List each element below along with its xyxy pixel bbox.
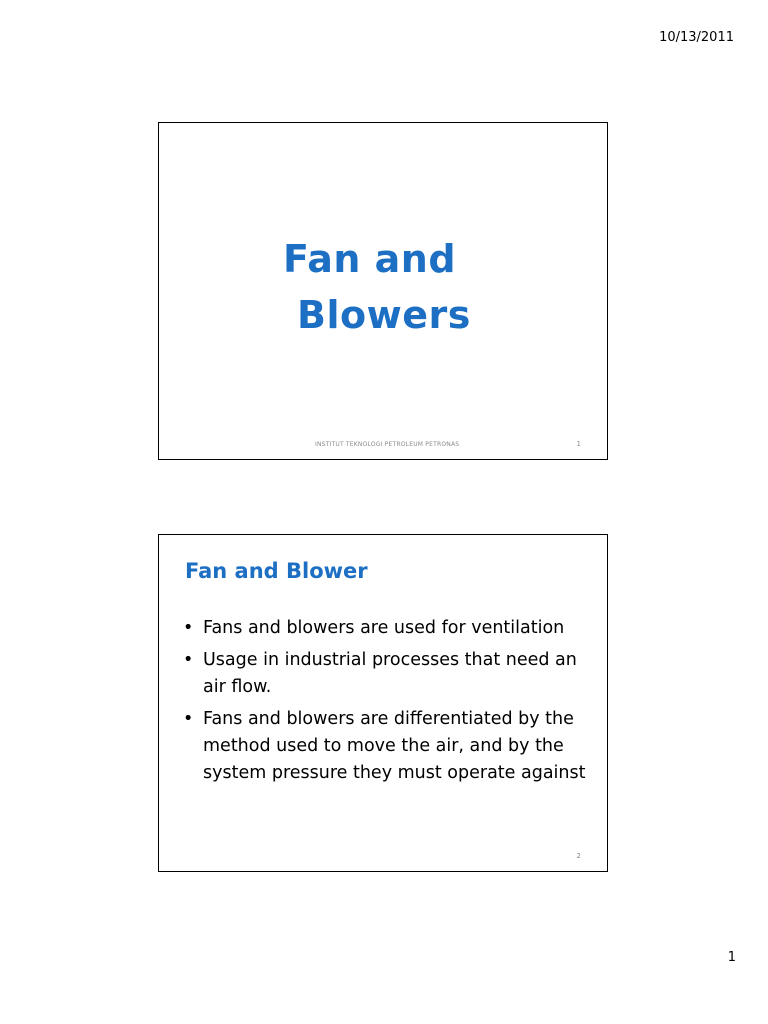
bullet-text: Fans and blowers are differentiated by the method used to move the air, and by the system pressure they must operate against [203,709,586,783]
slide-2-heading: Fan and Blower [185,559,368,583]
slide-1-number: 1 [576,440,581,448]
bullet-text: Fans and blowers are used for ventilation [203,618,565,638]
bullet-icon: • [183,650,194,670]
bullet-text: Usage in industrial processes that need an air flow. [203,650,577,697]
slide-1 [158,122,608,460]
slide-1-footer: INSTITUT TEKNOLOGI PETROLEUM PETRONAS [315,441,460,448]
bullet-item [183,647,593,701]
bullet-item [183,706,593,787]
bullet-icon: • [183,709,194,729]
slide-1-title [283,231,471,343]
slide-2-number: 2 [576,852,581,860]
slide-2 [158,534,608,872]
slide-1-title-line-1: Fan and [283,237,457,281]
page-number: 1 [727,950,736,965]
print-date: 10/13/2011 [659,30,734,45]
bullet-icon: • [183,618,194,638]
slide-1-title-line-2: Blowers [297,293,471,337]
slide-2-bullet-list [183,615,593,792]
bullet-item [183,615,593,642]
